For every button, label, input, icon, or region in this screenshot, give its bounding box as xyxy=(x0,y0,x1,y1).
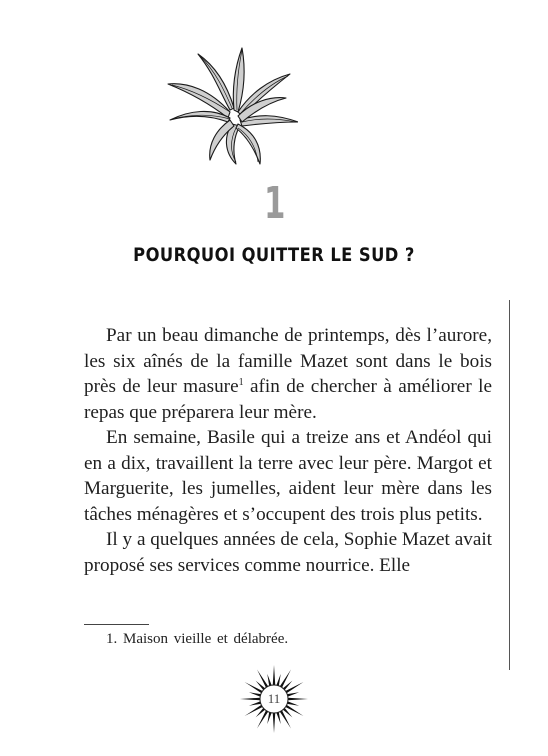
margin-rule xyxy=(509,300,510,670)
chapter-number: 1 xyxy=(263,178,285,229)
page-number: 11 xyxy=(267,691,281,706)
paragraph-2: En semaine, Basile qui a treize ans et Andéol qui en a dix, travaillent la terre avec leur père. Margot et Marguerite, les jumelles, aident leur mère dans les tâches ménagères et s’occupent des trois plus petits. xyxy=(84,427,492,525)
footnote: 1. Maison vieille et délabrée. xyxy=(106,631,289,647)
paragraph-1-end: afin de chercher à améliorer le repas que préparera leur mère. xyxy=(84,376,492,423)
footnote-divider xyxy=(84,624,149,625)
footnote-reference[interactable]: 1 xyxy=(238,377,244,388)
paragraph-1-start: Par un beau dimanche de printemps, dès l’aurore, les six aînés de la famille Mazet sont dans le bois près de leur masure xyxy=(84,325,492,397)
page-number-badge xyxy=(238,663,310,735)
paragraph-3: Il y a quelques années de cela, Sophie Mazet avait proposé ses services comme nourrice. Elle xyxy=(84,529,492,576)
paragraph-1 xyxy=(84,323,492,425)
leaf-ornament-icon xyxy=(158,40,298,180)
body-text xyxy=(84,323,492,578)
chapter-title: POURQUOI QUITTER LE SUD ? xyxy=(133,244,415,266)
